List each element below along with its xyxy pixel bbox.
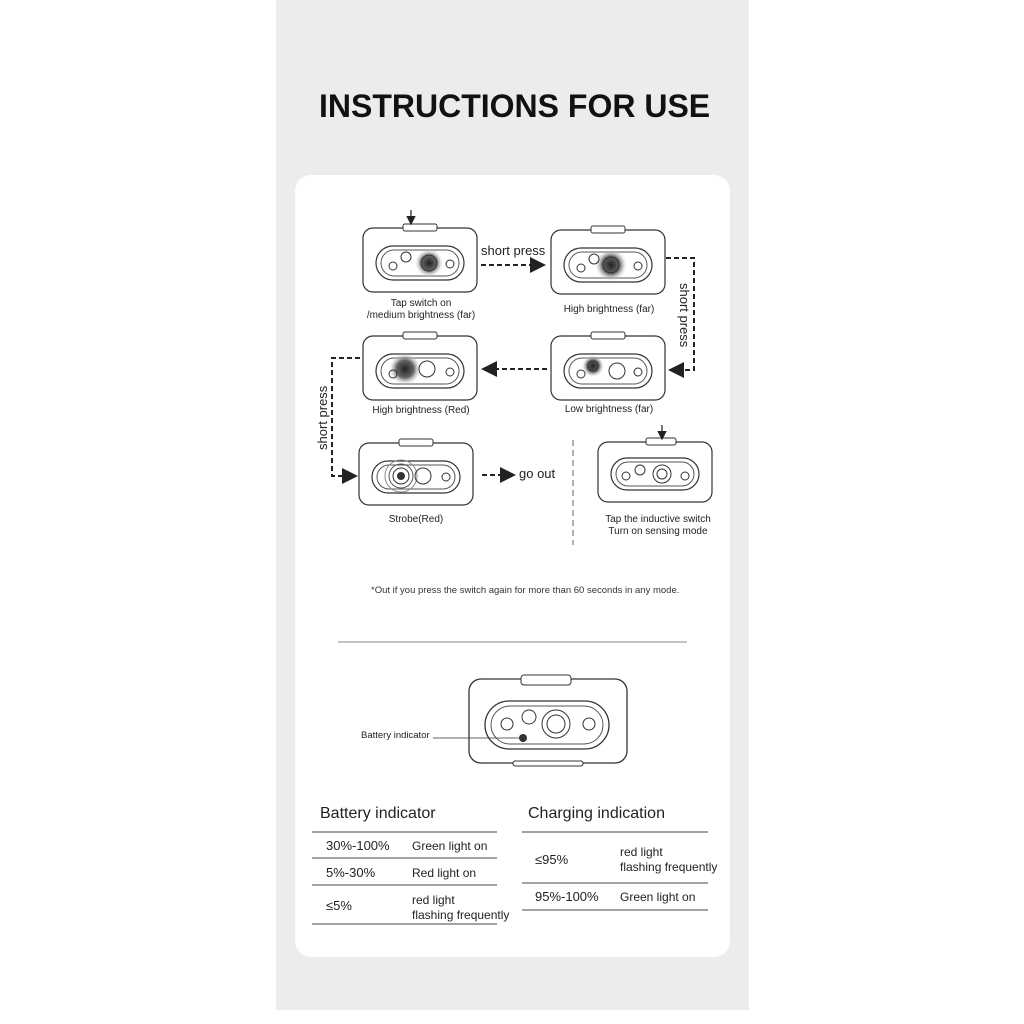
step5-label: Strobe(Red) (388, 514, 444, 525)
charging-table-title: Charging indication (528, 805, 665, 822)
battery-row-1-range: 30%-100% (326, 838, 390, 853)
short-press-label-3: short press (315, 385, 330, 450)
footnote: *Out if you press the switch again for more than 60 seconds in any mode. (371, 585, 680, 596)
battery-row-2-status: Red light on (412, 866, 477, 880)
short-press-label-2: short press (677, 283, 692, 348)
step4-label: High brightness (Red) (372, 405, 470, 416)
short-press-label-1: short press (481, 243, 546, 258)
headlamp-battery (469, 675, 627, 766)
charging-row-1-range: ≤95% (535, 852, 569, 867)
step1-label-line1: Tap switch on (390, 298, 452, 309)
charging-row-1-status: red light flashing frequently (620, 845, 718, 874)
battery-row-3-range: ≤5% (326, 898, 352, 913)
sensing-label-line1: Tap the inductive switch (605, 514, 711, 525)
step2-label: High brightness (far) (563, 304, 655, 315)
charging-row-2-status: Green light on (620, 890, 696, 904)
headlamp-step5 (359, 439, 473, 505)
step1-label-line2: /medium brightness (far) (366, 310, 476, 321)
sensing-label-line2: Turn on sensing mode (608, 526, 708, 537)
headlamp-step3 (551, 332, 665, 400)
battery-table-title: Battery indicator (320, 805, 436, 822)
headlamp-sensing (598, 438, 712, 502)
battery-callout-label: Battery indicator (361, 730, 430, 741)
flow-arrow-4-5 (332, 358, 360, 476)
charging-row-2-range: 95%-100% (535, 889, 599, 904)
battery-row-1-status: Green light on (412, 839, 488, 853)
headlamp-step2 (551, 226, 665, 294)
headlamp-step4 (363, 332, 477, 400)
step1-label (362, 298, 480, 322)
headlamp-step1 (363, 224, 477, 292)
battery-row-3-status: red light flashing frequently (412, 893, 510, 922)
go-out-label: go out (519, 466, 556, 481)
battery-row-2-range: 5%-30% (326, 865, 376, 880)
page-title: INSTRUCTIONS FOR USE (319, 88, 711, 124)
step3-label: Low brightness (far) (564, 404, 654, 415)
sensing-label (590, 514, 726, 538)
